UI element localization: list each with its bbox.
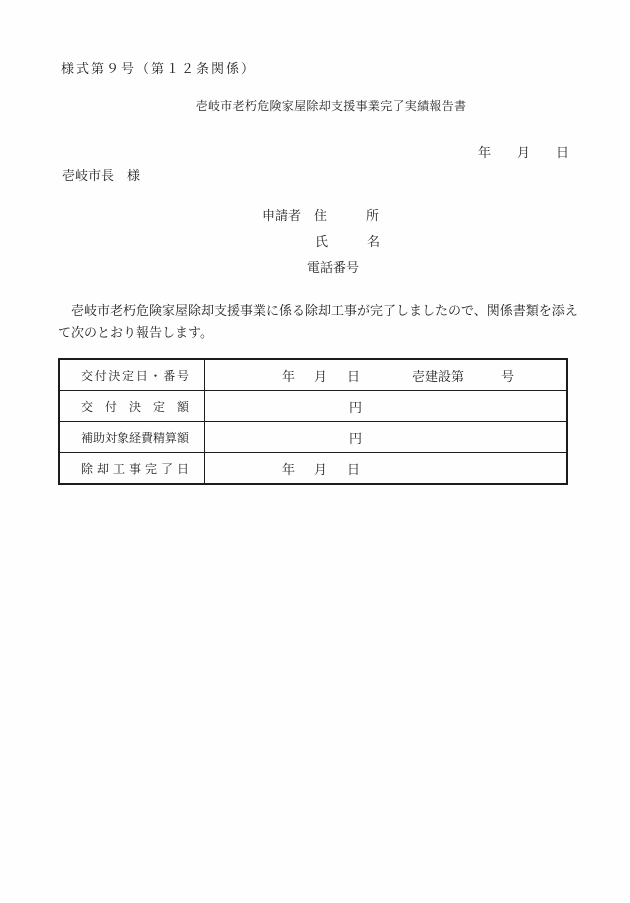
- table-row-completion-date: [60, 453, 566, 483]
- row-label: 交付決定額: [81, 399, 189, 414]
- year-label: 年: [282, 461, 296, 477]
- doc-number-prefix: 壱建設第: [412, 368, 465, 384]
- page-title: 壱岐市老朽危険家屋除却支援事業完了実績報告書: [195, 99, 467, 113]
- row-value-cell: [205, 360, 566, 390]
- table-row-settlement-amount: [60, 422, 566, 453]
- row-label-cell: [60, 391, 205, 421]
- applicant-address-line: 申請者 住 所: [262, 208, 380, 223]
- form-number: 様式第９号（第１２条関係）: [61, 61, 257, 76]
- row-label-cell: [60, 360, 205, 390]
- row-label: 除却工事完了日: [81, 461, 189, 476]
- body-paragraph-line-1: 壱岐市老朽危険家屋除却支援事業に係る除却工事が完了しましたので、関係書類を添え: [58, 303, 578, 318]
- addressee: 壱岐市長 様: [62, 168, 141, 183]
- day-label: 日: [347, 461, 361, 477]
- table-row-grant-date-number: [60, 360, 566, 391]
- day-label: 日: [347, 368, 361, 384]
- row-label-cell: [60, 422, 205, 452]
- row-label-cell: [60, 453, 205, 483]
- date-line: 年 月 日: [477, 145, 569, 160]
- row-value-cell: [205, 391, 566, 421]
- year-label: 年: [282, 368, 296, 384]
- row-value-cell: [205, 422, 566, 452]
- applicant-phone-line: 電話番号: [307, 260, 360, 275]
- doc-number-suffix: 号: [501, 368, 515, 384]
- month-label: 月: [314, 368, 328, 384]
- yen-label: 円: [349, 399, 363, 415]
- body-paragraph-line-2: て次のとおり報告します。: [58, 325, 213, 340]
- row-label: 交付決定日・番号: [81, 368, 189, 383]
- row-label: 補助対象経費精算額: [81, 430, 190, 445]
- body-paragraph: [58, 300, 588, 344]
- table-row-grant-amount: [60, 391, 566, 422]
- applicant-name-line: 氏 名: [315, 234, 381, 249]
- month-label: 月: [314, 461, 328, 477]
- yen-label: 円: [349, 430, 363, 446]
- report-table: [58, 358, 568, 485]
- row-value-cell: [205, 453, 566, 483]
